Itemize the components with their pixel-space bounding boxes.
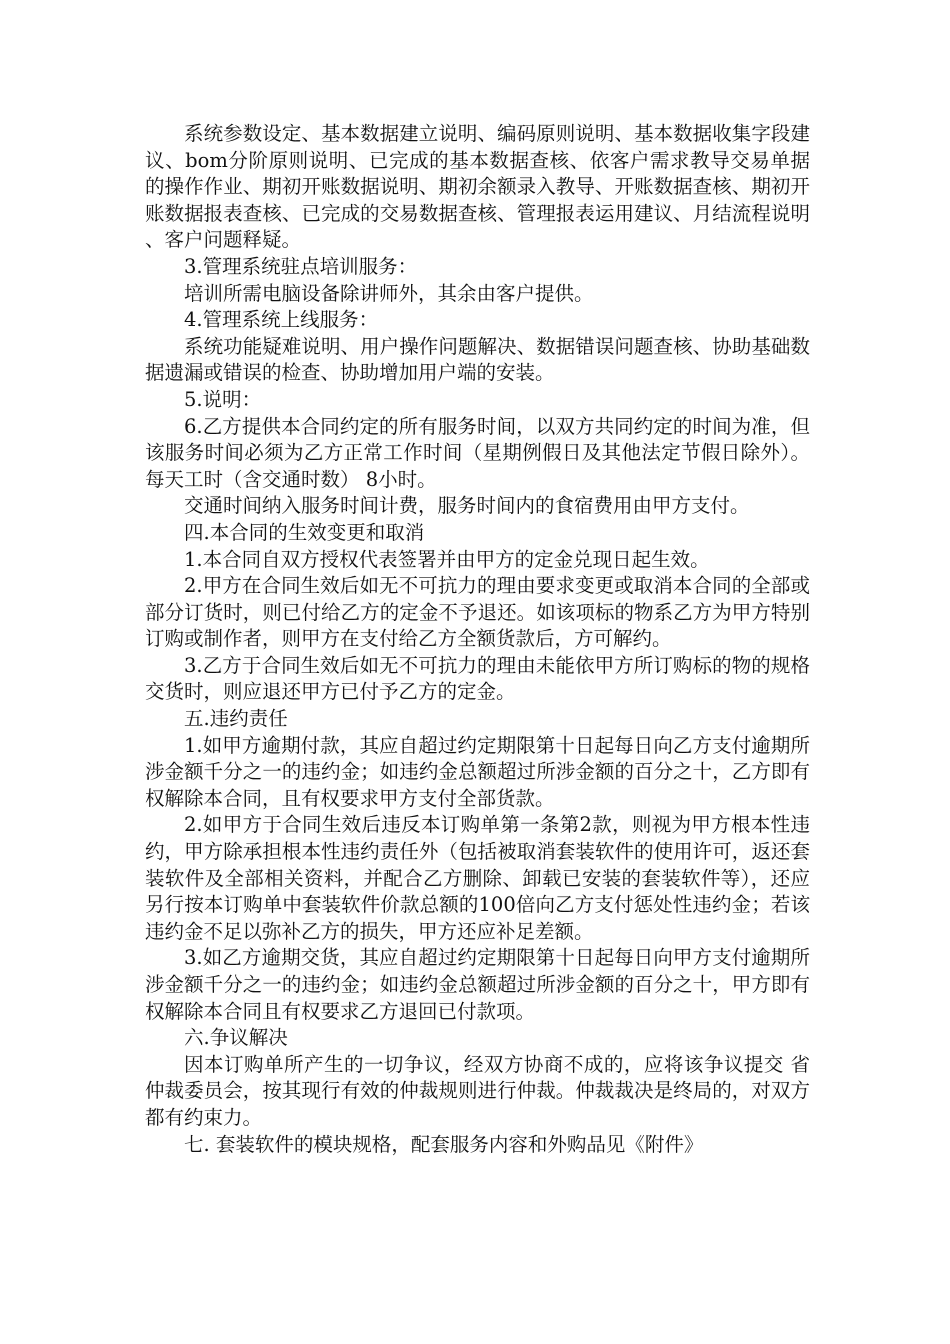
- paragraph-seller-failure: 3.乙方于合同生效后如无不可抗力的理由未能依甲方所订购标的物的规格交货时，则应退还甲方已付予乙方的定金。: [145, 653, 810, 704]
- heading-dispute-resolution: 六.争议解决: [184, 1026, 288, 1050]
- paragraph-training-items: 系统参数设定、基本数据建立说明、编码原则说明、基本数据收集字段建议、bom分阶原则说明、已完成的基本数据查核、依客户需求教导交易单据的操作作业、期初开账数据说明、期初余额录入教导、开账数据查核、期初开账数据报表查核、已完成的交易数据查核、管理报表运用建议、月结流程说明、客户问题释疑。: [145, 122, 810, 252]
- heading-effect-change-cancel: 四.本合同的生效变更和取消: [184, 520, 425, 544]
- heading-go-live-service: 4.管理系统上线服务：: [184, 308, 379, 332]
- heading-breach-liability: 五.违约责任: [184, 707, 288, 731]
- contract-page: [145, 121, 810, 1158]
- paragraph-service-time: 6.乙方提供本合同约定的所有服务时间，以双方共同约定的时间为准，但该服务时间必须为乙方正常工作时间（星期例假日及其他法定节假日除外）。每天工时（含交通时数） 8小时。: [145, 414, 810, 491]
- paragraph-training-equipment: 培训所需电脑设备除讲师外，其余由客户提供。: [184, 281, 594, 305]
- paragraph-arbitration: 因本订购单所产生的一切争议，经双方协商不成的，应将该争议提交 省 仲裁委员会，按其现行有效的仲裁规则进行仲裁。仲裁裁决是终局的，对双方都有约束力。: [145, 1052, 810, 1129]
- paragraph-travel-time: 交通时间纳入服务时间计费，服务时间内的食宿费用由甲方支付。: [184, 494, 750, 518]
- heading-notes: 5.说明：: [184, 387, 262, 411]
- heading-onsite-training: 3.管理系统驻点培训服务：: [184, 254, 418, 278]
- paragraph-attachment-reference: 七. 套装软件的模块规格，配套服务内容和外购品见《附件》: [184, 1132, 704, 1156]
- paragraph-late-delivery: 3.如乙方逾期交货，其应自超过约定期限第十日起每日向甲方支付逾期所涉金额千分之一的违约金；如违约金总额超过所涉金额的百分之十，甲方即有权解除本合同且有权要求乙方退回已付款项。: [145, 946, 810, 1023]
- paragraph-late-payment: 1.如甲方逾期付款，其应自超过约定期限第十日起每日向乙方支付逾期所涉金额千分之一的违约金；如违约金总额超过所涉金额的百分之十，乙方即有权解除本合同，且有权要求甲方支付全部货款。: [145, 733, 810, 810]
- paragraph-go-live-items: 系统功能疑难说明、用户操作问题解决、数据错误问题查核、协助基础数据遗漏或错误的检查、协助增加用户端的安装。: [145, 334, 810, 385]
- paragraph-buyer-cancellation: 2.甲方在合同生效后如无不可抗力的理由要求变更或取消本合同的全部或部分订货时，则已付给乙方的定金不予退还。如该项标的物系乙方为甲方特别订购或制作者，则甲方在支付给乙方全额货款后，方可解约。: [145, 574, 810, 651]
- paragraph-fundamental-breach: 2.如甲方于合同生效后违反本订购单第一条第2款，则视为甲方根本性违约，甲方除承担根本性违约责任外（包括被取消套装软件的使用许可，返还套装软件及全部相关资料，并配合乙方删除、卸载已安装的套装软件等），还应另行按本订购单中套装软件价款总额的100倍向乙方支付惩处性违约金；若该违约金不足以弥补乙方的损失，甲方还应补足差额。: [145, 813, 810, 943]
- paragraph-effective-date: 1.本合同自双方授权代表签署并由甲方的定金兑现日起生效。: [184, 547, 710, 571]
